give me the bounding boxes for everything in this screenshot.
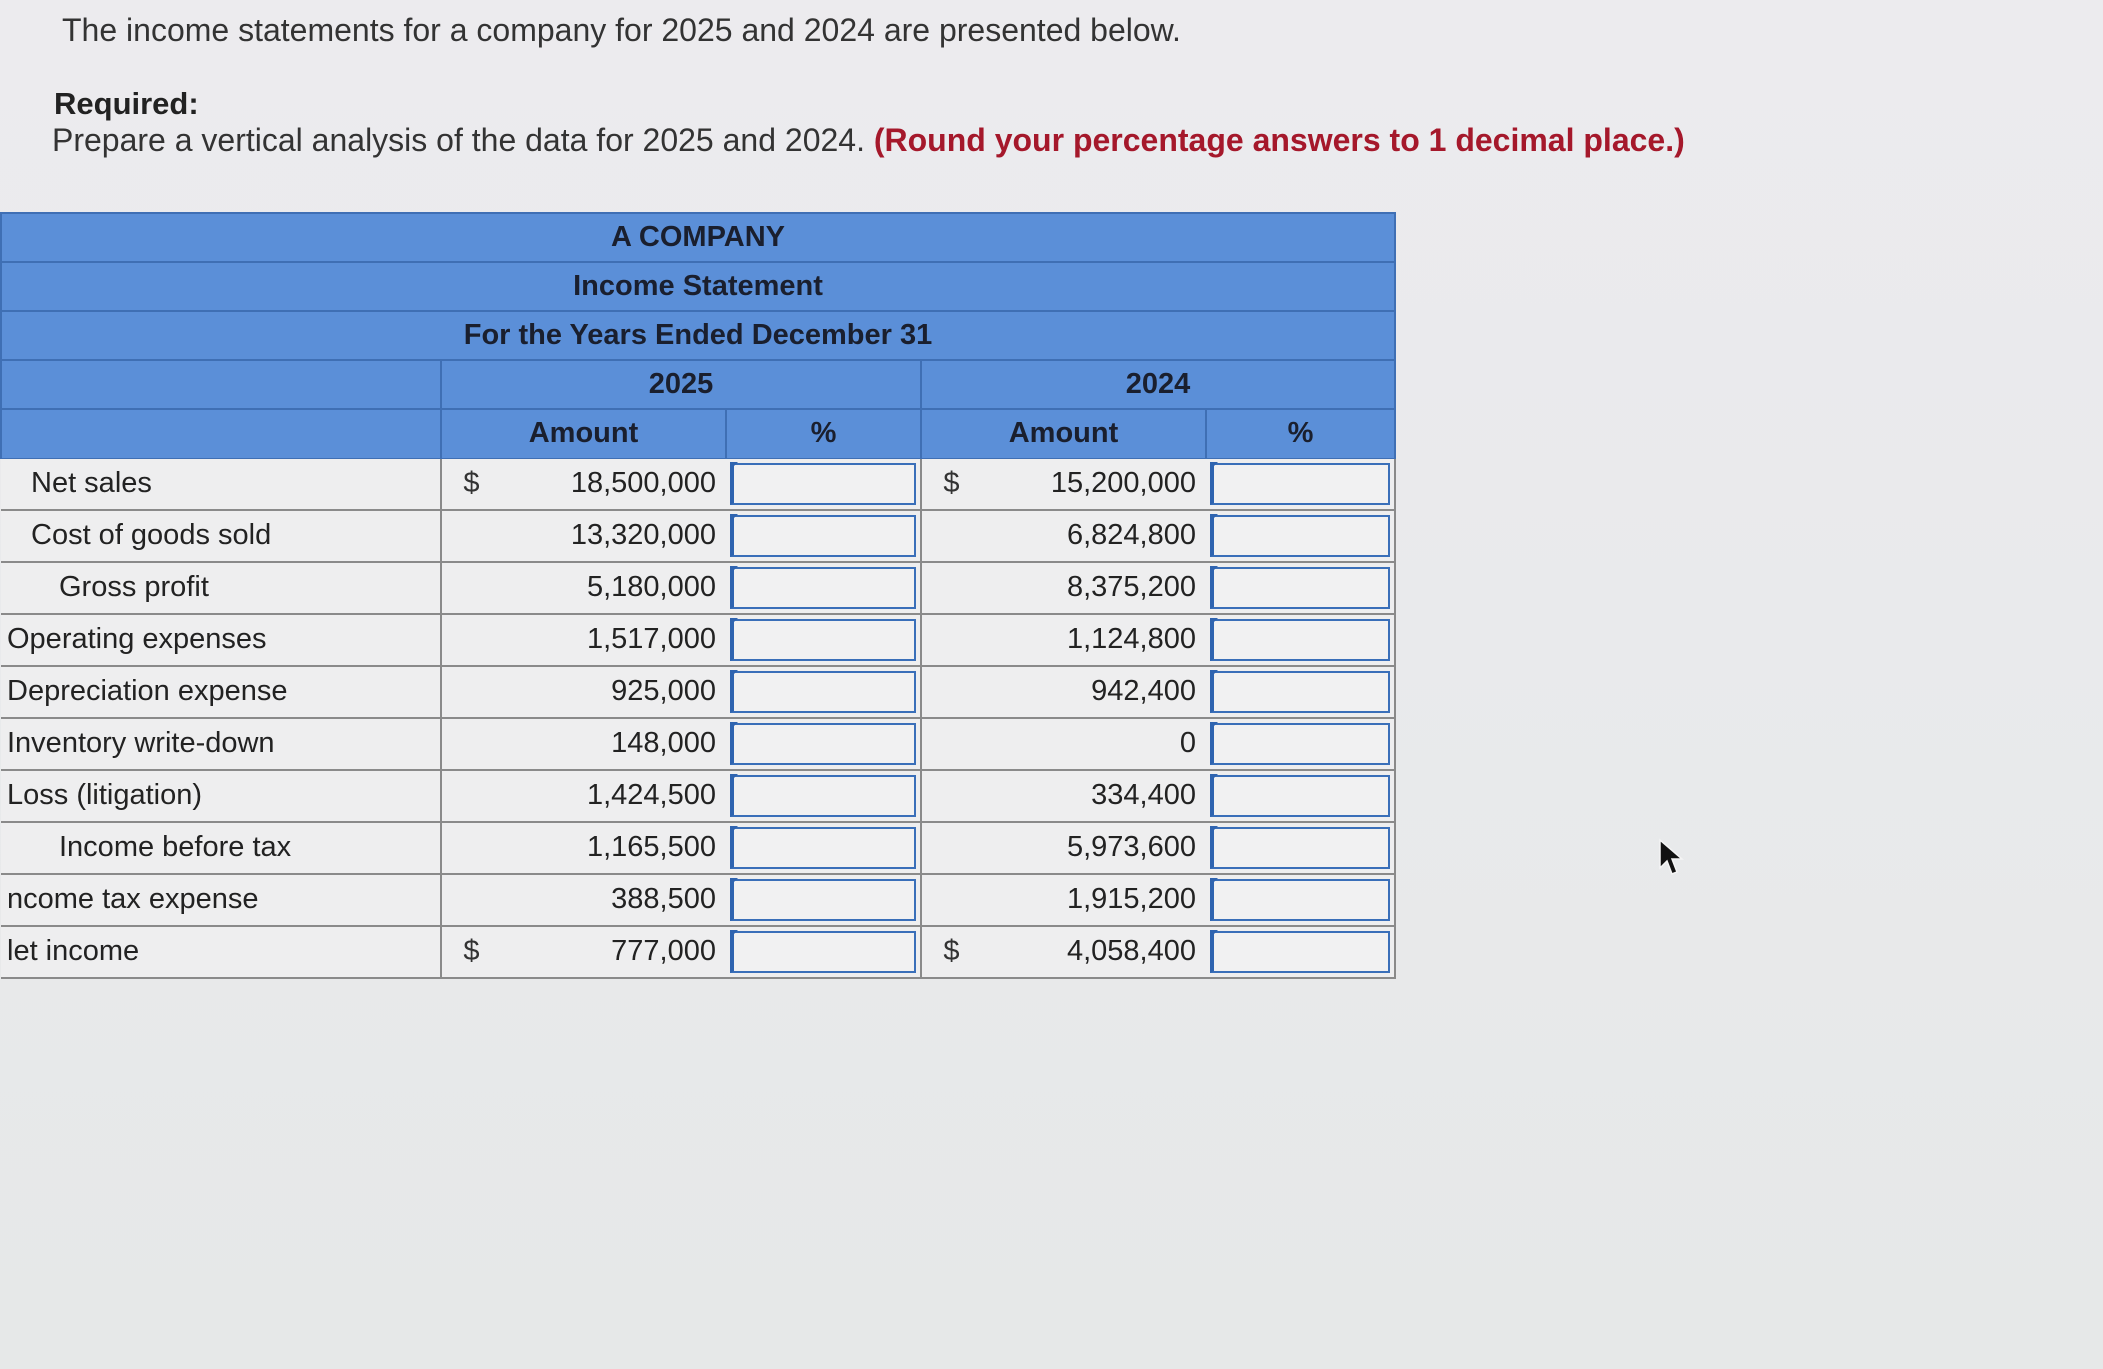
- amount-2024: 4,058,400: [981, 926, 1206, 978]
- statement-rows: [1, 458, 1395, 978]
- period-header: For the Years Ended December 31: [1, 311, 1395, 360]
- currency-2025: [441, 770, 501, 822]
- amount-2024: 942,400: [981, 666, 1206, 718]
- row-label: Inventory write-down: [1, 718, 441, 770]
- year-header-2024: 2024: [921, 360, 1395, 409]
- percent-input-2024-cell: [1206, 770, 1395, 822]
- amount-2024: 1,124,800: [981, 614, 1206, 666]
- percent-input-2024-cell: [1206, 562, 1395, 614]
- currency-2025: [441, 822, 501, 874]
- currency-2024: $: [921, 926, 981, 978]
- table-row: [1, 926, 1395, 978]
- percent-input-2024-cell: [1206, 718, 1395, 770]
- percent-input-2025-cell: [726, 510, 921, 562]
- currency-2025: [441, 510, 501, 562]
- percent-input-2024-cell: [1206, 822, 1395, 874]
- percent-input-2024[interactable]: [1210, 671, 1390, 713]
- table-row: [1, 510, 1395, 562]
- currency-2024: [921, 874, 981, 926]
- amount-2025: 777,000: [501, 926, 726, 978]
- amount-header-2024: Amount: [921, 409, 1206, 458]
- instructions-text: Prepare a vertical analysis of the data for 2025 and 2024.: [52, 122, 865, 158]
- income-statement-table: [0, 212, 1396, 979]
- amount-2025: 13,320,000: [501, 510, 726, 562]
- percent-input-2024-cell: [1206, 874, 1395, 926]
- amount-2024: 1,915,200: [981, 874, 1206, 926]
- percent-input-2024[interactable]: [1210, 879, 1390, 921]
- percent-input-2024-cell: [1206, 510, 1395, 562]
- currency-2024: [921, 770, 981, 822]
- column-header-blank: [1, 409, 441, 458]
- year-header-2025: 2025: [441, 360, 921, 409]
- row-label: Loss (litigation): [1, 770, 441, 822]
- percent-input-2025-cell: [726, 458, 921, 510]
- table-row: [1, 562, 1395, 614]
- amount-2024: 5,973,600: [981, 822, 1206, 874]
- amount-header-2025: Amount: [441, 409, 726, 458]
- amount-2024: 15,200,000: [981, 458, 1206, 510]
- amount-2024: 0: [981, 718, 1206, 770]
- currency-2025: [441, 666, 501, 718]
- year-header-blank: [1, 360, 441, 409]
- amount-2025: 388,500: [501, 874, 726, 926]
- table-row: [1, 770, 1395, 822]
- currency-2024: $: [921, 458, 981, 510]
- percent-header-2025: %: [726, 409, 921, 458]
- currency-2024: [921, 822, 981, 874]
- amount-2025: 1,517,000: [501, 614, 726, 666]
- percent-input-2025-cell: [726, 614, 921, 666]
- amount-2025: 18,500,000: [501, 458, 726, 510]
- percent-input-2025-cell: [726, 562, 921, 614]
- row-label: Gross profit: [1, 562, 441, 614]
- amount-2025: 5,180,000: [501, 562, 726, 614]
- table-row: [1, 718, 1395, 770]
- percent-input-2024[interactable]: [1210, 827, 1390, 869]
- table-row: [1, 666, 1395, 718]
- row-label: Depreciation expense: [1, 666, 441, 718]
- currency-2024: [921, 562, 981, 614]
- table-row: [1, 458, 1395, 510]
- percent-input-2025-cell: [726, 718, 921, 770]
- amount-2025: 1,165,500: [501, 822, 726, 874]
- percent-input-2024[interactable]: [1210, 723, 1390, 765]
- amount-2025: 925,000: [501, 666, 726, 718]
- instructions: [52, 122, 1685, 159]
- percent-input-2025[interactable]: [730, 463, 916, 505]
- percent-input-2024[interactable]: [1210, 775, 1390, 817]
- percent-input-2024[interactable]: [1210, 515, 1390, 557]
- currency-2024: [921, 718, 981, 770]
- percent-input-2025[interactable]: [730, 723, 916, 765]
- currency-2025: [441, 614, 501, 666]
- row-label: Net sales: [1, 458, 441, 510]
- percent-input-2024-cell: [1206, 926, 1395, 978]
- percent-input-2024[interactable]: [1210, 619, 1390, 661]
- amount-2024: 334,400: [981, 770, 1206, 822]
- amount-2025: 1,424,500: [501, 770, 726, 822]
- percent-input-2025-cell: [726, 822, 921, 874]
- amount-2024: 8,375,200: [981, 562, 1206, 614]
- currency-2024: [921, 510, 981, 562]
- row-label: Cost of goods sold: [1, 510, 441, 562]
- table-row: [1, 822, 1395, 874]
- percent-input-2025-cell: [726, 770, 921, 822]
- currency-2025: [441, 562, 501, 614]
- mouse-pointer-icon: [1658, 838, 1684, 878]
- required-label: Required:: [54, 86, 199, 121]
- percent-input-2025[interactable]: [730, 567, 916, 609]
- currency-2025: [441, 874, 501, 926]
- percent-input-2025[interactable]: [730, 515, 916, 557]
- company-name-header: A COMPANY: [1, 213, 1395, 262]
- percent-input-2024[interactable]: [1210, 567, 1390, 609]
- percent-input-2024[interactable]: [1210, 463, 1390, 505]
- row-label: Operating expenses: [1, 614, 441, 666]
- percent-input-2025[interactable]: [730, 879, 916, 921]
- percent-input-2025-cell: [726, 926, 921, 978]
- row-label: let income: [1, 926, 441, 978]
- percent-input-2024-cell: [1206, 666, 1395, 718]
- rounding-instruction: (Round your percentage answers to 1 decimal place.): [873, 122, 1685, 158]
- statement-title-header: Income Statement: [1, 262, 1395, 311]
- percent-input-2025[interactable]: [730, 671, 916, 713]
- currency-2024: [921, 666, 981, 718]
- percent-input-2024-cell: [1206, 458, 1395, 510]
- currency-2025: $: [441, 458, 501, 510]
- row-label: ncome tax expense: [1, 874, 441, 926]
- amount-2024: 6,824,800: [981, 510, 1206, 562]
- question-intro: The income statements for a company for 2025 and 2024 are presented below.: [62, 12, 1181, 48]
- percent-input-2024[interactable]: [1210, 931, 1390, 973]
- percent-header-2024: %: [1206, 409, 1395, 458]
- table-row: [1, 874, 1395, 926]
- percent-input-2025-cell: [726, 874, 921, 926]
- currency-2024: [921, 614, 981, 666]
- currency-2025: [441, 718, 501, 770]
- percent-input-2025[interactable]: [730, 775, 916, 817]
- percent-input-2025-cell: [726, 666, 921, 718]
- percent-input-2025[interactable]: [730, 619, 916, 661]
- table-row: [1, 614, 1395, 666]
- amount-2025: 148,000: [501, 718, 726, 770]
- currency-2025: $: [441, 926, 501, 978]
- percent-input-2025[interactable]: [730, 827, 916, 869]
- row-label: Income before tax: [1, 822, 441, 874]
- percent-input-2024-cell: [1206, 614, 1395, 666]
- percent-input-2025[interactable]: [730, 931, 916, 973]
